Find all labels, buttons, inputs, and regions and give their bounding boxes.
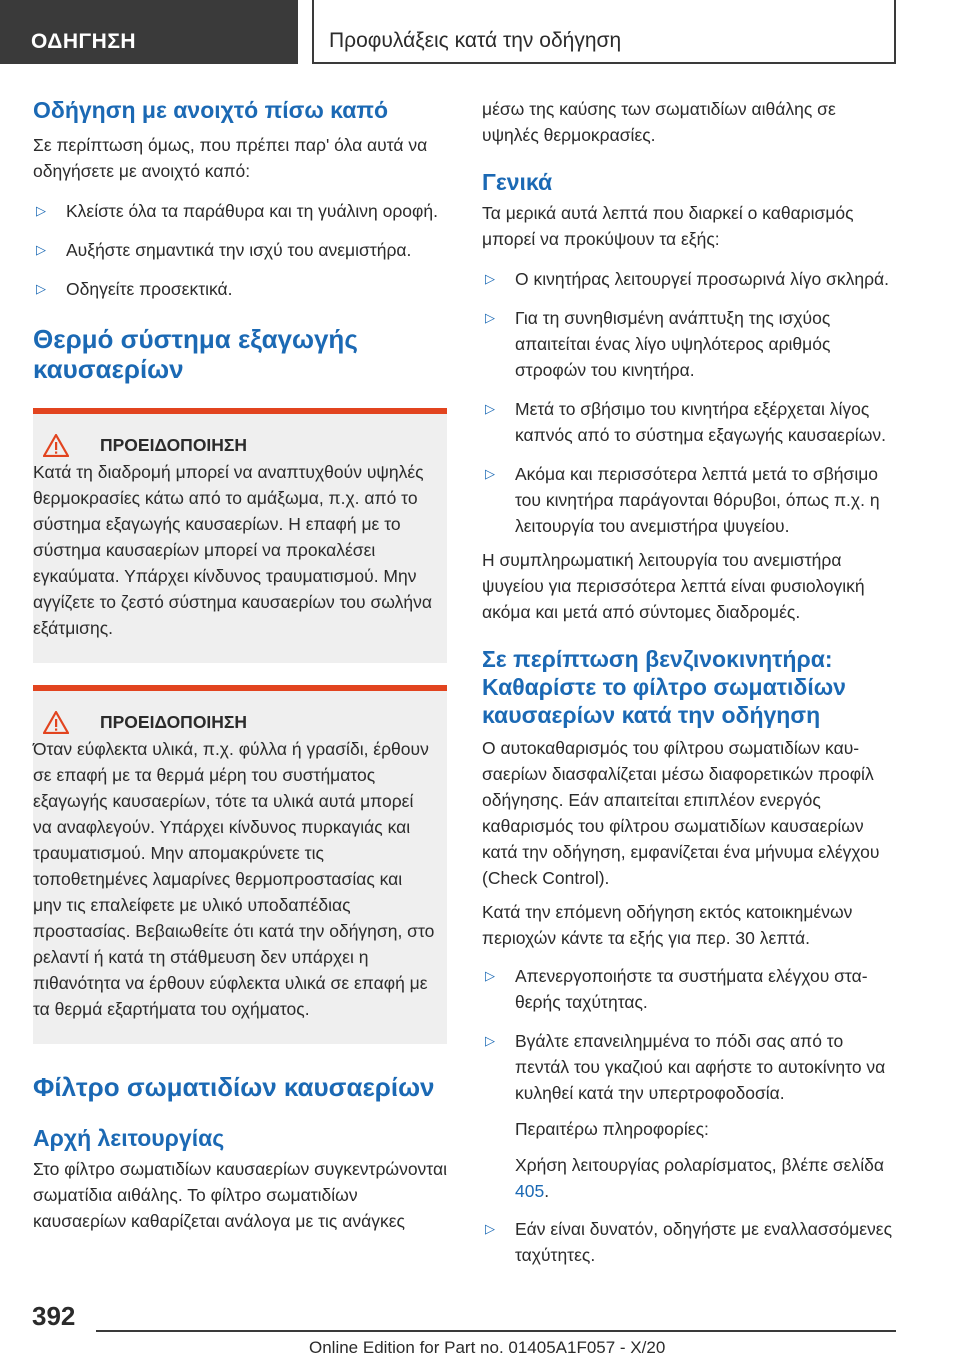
list-item: ▷ Οδηγείτε προσεκτικά. bbox=[33, 276, 447, 302]
paragraph: Η συμπληρωματική λειτουργία του ανεμιστήρα ψυγείου για περισσότερα λεπτά είναι φυσιολογική ακόμα και μετά από σύντομες διαδρομές. bbox=[482, 550, 865, 622]
paragraph: Ο αυτοκαθαρισμός του φίλτρου σωματιδίων καυσαερίων διασφαλίζεται μέσω διαφορετικών προφίλ οδήγησης. Εάν απαιτείται επιπλέον ενεργός καθαρισμός του φίλτρου σωματιδίων καυσαερίων κατά την οδήγηση, εμφανίζεται ένα μήνυμα ελέγχου (Check Control). bbox=[482, 738, 880, 888]
warning-box bbox=[33, 408, 447, 663]
section-title-hot-exhaust: Θερμό σύστημα εξαγωγής καυσαερίων bbox=[33, 324, 358, 384]
page-link-405[interactable]: 405 bbox=[515, 1181, 545, 1201]
list-item: ▷ Απενεργοποιήστε τα συστήματα ελέγχου σταθερής ταχύτητας. bbox=[482, 963, 896, 1015]
bullet-list bbox=[482, 266, 896, 539]
triangle-bullet-icon: ▷ bbox=[36, 203, 46, 218]
page-header bbox=[0, 0, 960, 64]
triangle-bullet-icon: ▷ bbox=[485, 401, 495, 416]
page-number: 392 bbox=[32, 1301, 76, 1331]
triangle-bullet-icon: ▷ bbox=[485, 271, 495, 286]
list-item: ▷ Για τη συνηθισμένη ανάπτυξη της ισχύος απαιτείται ένας λίγο υψηλότερος αριθμός στροφών του κινητήρα. bbox=[482, 305, 896, 383]
subsection-title-petrol-engine: Σε περίπτωση βενζινοκινητήρα: Καθαρίστε το φίλτρο σωματιδίων καυσαερίων κατά την οδήγηση bbox=[482, 646, 846, 728]
warning-triangle-icon bbox=[33, 434, 71, 457]
section-title-particulate-filter: Φίλτρο σωματιδίων καυσαερίων bbox=[33, 1072, 435, 1102]
list-item: ▷ Κλείστε όλα τα παράθυρα και τη γυάλινη οροφή. bbox=[33, 198, 447, 224]
triangle-bullet-icon: ▷ bbox=[485, 310, 495, 325]
list-item: ▷ Μετά το σβήσιμο του κινητήρα εξέρχεται λίγος καπνός από το σύστημα εξαγωγής καυσαερίων. bbox=[482, 396, 896, 448]
triangle-bullet-icon: ▷ bbox=[36, 281, 46, 296]
warning-text: Όταν εύφλεκτα υλικά, π.χ. φύλλα ή γρασίδι, έρθουν σε επαφή με τα θερμά μέρη του συστήματος εξαγωγής καυσαερίων, τότε τα υλικά αυτά μπορεί να αναφλεγούν. Υπάρχει κίνδυνος πυρκαγιάς και τραυματισμού. Μην απομακρύνετε τις τοποθετημένες λαμαρίνες θερμοπροστασίας και μην τις επαλείφετε με υλικό υποδαπέδιας προστασίας. Βεβαιωθείτε ότι κατά την οδήγηση, στο ρελαντί ή κατά τη στάθμευση δεν υπάρχει η πιθανότητα να έρθουν εύφλεκτα υλικά σε επαφή με τα θερμά εξαρτήματα του οχήματος. bbox=[33, 739, 435, 1019]
section-title-open-tailgate: Οδήγηση με ανοιχτό πίσω καπό bbox=[33, 97, 389, 123]
bullet-list bbox=[33, 198, 447, 302]
paragraph: Σε περίπτωση όμως, που πρέπει παρ' όλα αυτά να οδηγήσετε με ανοιχτό καπό: bbox=[33, 135, 428, 181]
list-item: ▷ Εάν είναι δυνατόν, οδηγήστε με εναλλασσόμενες ταχύτητες. bbox=[482, 1216, 896, 1268]
cross-reference: Χρήση λειτουργίας ρολαρίσματος, βλέπε σελίδα 405. bbox=[515, 1155, 884, 1201]
right-column bbox=[482, 96, 896, 1281]
header-section-tab: ΟΔΗΓΗΣΗ bbox=[0, 0, 298, 64]
paragraph: Κατά την επόμενη οδήγηση εκτός κατοικημένων περιοχών κάντε τα εξής για περ. 30 λεπτά. bbox=[482, 902, 853, 948]
warning-text: Κατά τη διαδρομή μπορεί να αναπτυχθούν υψηλές θερμοκρασίες κάτω από το αμάξωμα, π.χ. από το σύστημα εξαγωγής καυσαερίων. Η επαφή με το σύστημα καυσαερίων μπορεί να προκαλέσει εγκαύματα. Υπάρχει κίνδυνος τραυματισμού. Μην αγγίζετε το ζεστό σύστημα καυσαερίων του σωλήνα εξάτμισης. bbox=[33, 462, 432, 638]
triangle-bullet-icon: ▷ bbox=[485, 1221, 495, 1236]
warning-title: ΠΡΟΕΙΔΟΠΟΙΗΣΗ bbox=[100, 435, 248, 455]
bullet-list bbox=[482, 1216, 896, 1268]
paragraph: μέσω της καύσης των σωματιδίων αιθάλης σε υψηλές θερμοκρασίες. bbox=[482, 99, 836, 145]
list-item: ▷ Ο κινητήρας λειτουργεί προσωρινά λίγο σκληρά. bbox=[482, 266, 896, 292]
more-info-label: Περαιτέρω πληροφορίες: bbox=[515, 1119, 709, 1139]
triangle-bullet-icon: ▷ bbox=[36, 242, 46, 257]
footer-edition: Online Edition for Part no. 01405A1F057 - X/20 bbox=[309, 1338, 666, 1357]
header-chapter-tab: Προφυλάξεις κατά την οδήγηση bbox=[312, 0, 896, 64]
warning-title: ΠΡΟΕΙΔΟΠΟΙΗΣΗ bbox=[100, 712, 248, 732]
subsection-title-general: Γενικά bbox=[482, 169, 553, 195]
list-item: ▷ Βγάλτε επανειλημμένα το πόδι σας από το πεντάλ του γκαζιού και αφήστε το αυτοκίνητο να κυληθεί κατά την υπερτροφοδοσία. bbox=[482, 1028, 896, 1106]
paragraph: Στο φίλτρο σωματιδίων καυσαερίων συγκεντρώνονται σωματίδια αιθάλης. Το φίλτρο σωματιδίων καυσαερίων καθαρίζεται ανάλογα με τις ανάγκες bbox=[33, 1159, 447, 1231]
triangle-bullet-icon: ▷ bbox=[485, 968, 495, 983]
left-column bbox=[33, 96, 447, 1240]
paragraph: Τα μερικά αυτά λεπτά που διαρκεί ο καθαρισμός μπορεί να προκύψουν τα εξής: bbox=[482, 203, 854, 249]
footer-divider bbox=[96, 1330, 896, 1332]
warning-triangle-icon bbox=[33, 711, 71, 734]
bullet-list bbox=[482, 963, 896, 1106]
list-item: ▷ Ακόμα και περισσότερα λεπτά μετά το σβήσιμο του κινητήρα παράγονται θόρυβοι, όπως π.χ. η λειτουργία του ανεμιστήρα ψυγείου. bbox=[482, 461, 896, 539]
warning-box bbox=[33, 685, 447, 1044]
list-item: ▷ Αυξήστε σημαντικά την ισχύ του ανεμιστήρα. bbox=[33, 237, 447, 263]
subsection-title-principle: Αρχή λειτουργίας bbox=[33, 1125, 225, 1151]
triangle-bullet-icon: ▷ bbox=[485, 1033, 495, 1048]
triangle-bullet-icon: ▷ bbox=[485, 466, 495, 481]
